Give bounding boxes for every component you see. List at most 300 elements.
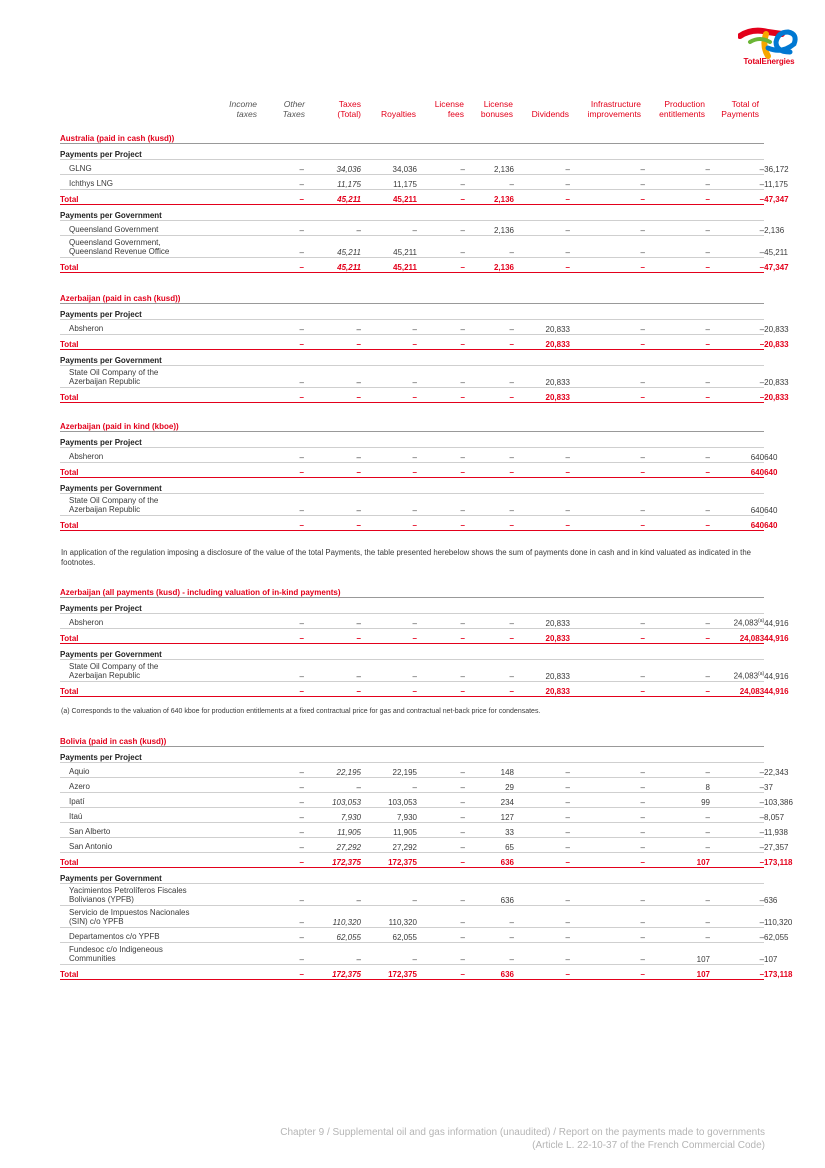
table-row: Queensland Government – – – – 2,136 – – – – 2,136 <box>60 221 764 236</box>
cell-taxes-total: 11,175 <box>361 175 417 190</box>
cell-royalties: – <box>417 221 465 236</box>
cell-license-fees: – <box>465 463 514 478</box>
row-label: San Antonio <box>60 838 197 853</box>
cell-dividends: – <box>570 778 645 793</box>
cell-production-entitlements: 24,083 <box>710 629 764 644</box>
cell-production-entitlements: 24,083$^{(a)}$ <box>710 660 764 682</box>
cell-production-entitlements: – <box>710 928 764 943</box>
cell-production-entitlements: 24,083 <box>710 682 764 697</box>
col-production-entitlements: Production entitlements <box>659 99 705 119</box>
spacer-cell <box>197 763 258 778</box>
row-label: Total <box>60 682 197 697</box>
cell-production-entitlements: – <box>710 221 764 236</box>
cell-royalties: – <box>417 448 465 463</box>
cell-production-entitlements: – <box>710 175 764 190</box>
cell-income-taxes: – <box>258 808 304 823</box>
cell-infrastructure-improvements: 107 <box>645 965 710 980</box>
cell-license-bonuses: 20,833 <box>514 682 570 697</box>
cell-royalties: – <box>417 614 465 629</box>
table-title <box>60 288 764 304</box>
col-royalties: Royalties <box>381 109 416 119</box>
cell-royalties: – <box>417 838 465 853</box>
cell-other-taxes: 103,053 <box>304 793 361 808</box>
spacer-cell <box>197 448 258 463</box>
spacer-cell <box>197 335 258 350</box>
cell-taxes-total: – <box>361 629 417 644</box>
total-row: Total – – – – – – – – 640 640 <box>60 516 764 531</box>
total-row: Total – – – – – 20,833 – – 24,083 44,916 <box>60 629 764 644</box>
cell-taxes-total: 34,036 <box>361 160 417 175</box>
cell-license-bonuses: – <box>514 175 570 190</box>
table-title <box>60 416 764 432</box>
table-row: Servicio de Impuestos Nacionales (SIN) c/o YPFB – 110,320 110,320 – – – – – – 110,320 <box>60 906 764 928</box>
cell-dividends: – <box>570 335 645 350</box>
row-label: San Alberto <box>60 823 197 838</box>
total-row: Total – 45,211 45,211 – 2,136 – – – – 47,347 <box>60 258 764 273</box>
cell-dividends: – <box>570 838 645 853</box>
cell-dividends: – <box>570 448 645 463</box>
cell-production-entitlements: – <box>710 823 764 838</box>
cell-dividends: – <box>570 823 645 838</box>
cell-infrastructure-improvements: – <box>645 448 710 463</box>
cell-dividends: – <box>570 943 645 965</box>
total-row: Total – 172,375 172,375 – 636 – – 107 – 173,118 <box>60 853 764 868</box>
cell-license-fees: – <box>465 682 514 697</box>
cell-income-taxes: – <box>258 906 304 928</box>
cell-income-taxes: – <box>258 660 304 682</box>
cell-dividends: – <box>570 494 645 516</box>
cell-license-fees: – <box>465 928 514 943</box>
cell-other-taxes: 11,175 <box>304 175 361 190</box>
cell-income-taxes: – <box>258 190 304 205</box>
cell-license-bonuses: – <box>514 258 570 273</box>
cell-income-taxes: – <box>258 494 304 516</box>
cell-income-taxes: – <box>258 682 304 697</box>
cell-dividends: – <box>570 160 645 175</box>
cell-income-taxes: – <box>258 335 304 350</box>
cell-license-fees: – <box>465 516 514 531</box>
row-label: Total <box>60 463 197 478</box>
cell-dividends: – <box>570 463 645 478</box>
cell-other-taxes: – <box>304 320 361 335</box>
table-row: Ichthys LNG – 11,175 11,175 – – – – – – 11,175 <box>60 175 764 190</box>
cell-royalties: – <box>417 660 465 682</box>
cell-production-entitlements: 24,083$^{(a)}$ <box>710 614 764 629</box>
spacer-cell <box>197 778 258 793</box>
table-row: Absheron – – – – – 20,833 – – – 20,833 <box>60 320 764 335</box>
table-row: Aquio – 22,195 22,195 – 148 – – – – 22,343 <box>60 763 764 778</box>
cell-dividends: – <box>570 320 645 335</box>
row-label: Total <box>60 516 197 531</box>
cell-dividends: – <box>570 516 645 531</box>
cell-taxes-total: – <box>361 884 417 906</box>
spacer-cell <box>197 884 258 906</box>
cell-royalties: – <box>417 320 465 335</box>
row-label: Absheron <box>60 448 197 463</box>
cell-other-taxes: – <box>304 516 361 531</box>
cell-royalties: – <box>417 494 465 516</box>
cell-license-bonuses: – <box>514 793 570 808</box>
row-label: Total <box>60 190 197 205</box>
cell-production-entitlements: – <box>710 388 764 403</box>
cell-income-taxes: – <box>258 823 304 838</box>
row-label: Servicio de Impuestos Nacionales (SIN) c/o YPFB <box>60 906 197 928</box>
cell-production-entitlements: – <box>710 335 764 350</box>
row-label: Total <box>60 335 197 350</box>
row-label: State Oil Company of the Azerbaijan Republic <box>60 660 197 682</box>
spacer-cell <box>197 236 258 258</box>
section-label: Payments per Project <box>60 747 764 763</box>
cell-dividends: – <box>570 884 645 906</box>
cell-royalties: – <box>417 516 465 531</box>
cell-income-taxes: – <box>258 258 304 273</box>
cell-other-taxes: 110,320 <box>304 906 361 928</box>
cell-taxes-total: 22,195 <box>361 763 417 778</box>
footnote-marker: (a) <box>758 671 765 678</box>
table-australia <box>60 128 789 273</box>
spacer-cell <box>197 190 258 205</box>
spacer-cell <box>197 660 258 682</box>
payments-per-project-header <box>60 432 764 448</box>
table-title <box>60 731 764 747</box>
cell-license-fees: – <box>465 660 514 682</box>
spacer-cell <box>197 614 258 629</box>
payments-per-government-header <box>60 205 764 221</box>
cell-license-fees: – <box>465 906 514 928</box>
cell-production-entitlements: – <box>710 838 764 853</box>
table-title-text: Azerbaijan (all payments (kusd) - including valuation of in-kind payments) <box>60 582 764 598</box>
payments-per-government-header <box>60 868 764 884</box>
cell-production-entitlements: – <box>710 853 764 868</box>
cell-taxes-total: – <box>361 388 417 403</box>
section-label: Payments per Government <box>60 868 764 884</box>
spacer-cell <box>197 160 258 175</box>
cell-income-taxes: – <box>258 388 304 403</box>
cell-income-taxes: – <box>258 160 304 175</box>
table-bolivia <box>60 731 793 980</box>
cell-production-entitlements: 640 <box>710 448 764 463</box>
cell-taxes-total: – <box>361 463 417 478</box>
cell-infrastructure-improvements: – <box>645 258 710 273</box>
cell-other-taxes: – <box>304 943 361 965</box>
cell-license-bonuses: 20,833 <box>514 629 570 644</box>
cell-royalties: – <box>417 388 465 403</box>
cell-license-fees: – <box>465 366 514 388</box>
cell-license-fees: 234 <box>465 793 514 808</box>
row-label: Itaú <box>60 808 197 823</box>
cell-production-entitlements: – <box>710 763 764 778</box>
cell-license-bonuses: – <box>514 838 570 853</box>
cell-license-fees: – <box>465 335 514 350</box>
cell-license-fees: – <box>465 448 514 463</box>
cell-dividends: – <box>570 190 645 205</box>
cell-royalties: – <box>417 682 465 697</box>
cell-other-taxes: 62,055 <box>304 928 361 943</box>
cell-infrastructure-improvements: – <box>645 838 710 853</box>
section-label: Payments per Project <box>60 304 764 320</box>
table-row: State Oil Company of the Azerbaijan Republic – – – – – 20,833 – – – 20,833 <box>60 366 764 388</box>
cell-license-fees: 2,136 <box>465 190 514 205</box>
cell-taxes-total: – <box>361 366 417 388</box>
cell-license-fees: – <box>465 320 514 335</box>
payments-per-government-header <box>60 644 764 660</box>
spacer-cell <box>197 516 258 531</box>
spacer-cell <box>197 320 258 335</box>
cell-taxes-total: – <box>361 335 417 350</box>
cell-dividends: – <box>570 928 645 943</box>
row-label: Absheron <box>60 320 197 335</box>
table-title-text: Azerbaijan (paid in cash (kusd)) <box>60 288 764 304</box>
cell-dividends: – <box>570 660 645 682</box>
cell-income-taxes: – <box>258 838 304 853</box>
cell-license-bonuses: – <box>514 853 570 868</box>
cell-taxes-total: 110,320 <box>361 906 417 928</box>
cell-taxes-total: – <box>361 614 417 629</box>
total-row: Total – – – – – 20,833 – – – 20,833 <box>60 335 764 350</box>
cell-taxes-total: – <box>361 682 417 697</box>
cell-production-entitlements: – <box>710 793 764 808</box>
cell-other-taxes: 172,375 <box>304 853 361 868</box>
table-row: Absheron – – – – – 20,833 – – 24,083$^{(a)}$ 44,916 <box>60 614 764 629</box>
payments-per-government-header <box>60 350 764 366</box>
row-label: Total <box>60 853 197 868</box>
cell-other-taxes: – <box>304 494 361 516</box>
row-label: Fundesoc c/o Indigeneous Communities <box>60 943 197 965</box>
cell-license-bonuses: – <box>514 823 570 838</box>
spacer-cell <box>197 388 258 403</box>
cell-other-taxes: – <box>304 221 361 236</box>
cell-dividends: – <box>570 808 645 823</box>
cell-dividends: – <box>570 366 645 388</box>
row-label: Queensland Government <box>60 221 197 236</box>
cell-infrastructure-improvements: 107 <box>645 853 710 868</box>
table-azerbaijan-kind <box>60 416 778 531</box>
cell-royalties: – <box>417 763 465 778</box>
cell-other-taxes: – <box>304 463 361 478</box>
cell-dividends: – <box>570 175 645 190</box>
spacer-cell <box>197 793 258 808</box>
cell-royalties: – <box>417 823 465 838</box>
cell-royalties: – <box>417 906 465 928</box>
cell-other-taxes: 45,211 <box>304 190 361 205</box>
cell-production-entitlements: – <box>710 965 764 980</box>
total-row: Total – – – – – 20,833 – – 24,083 44,916 <box>60 682 764 697</box>
cell-dividends: – <box>570 258 645 273</box>
col-income-taxes: Income taxes <box>229 99 257 119</box>
table-row: San Antonio – 27,292 27,292 – 65 – – – – 27,357 <box>60 838 764 853</box>
cell-income-taxes: – <box>258 629 304 644</box>
table-row: Departamentos c/o YPFB – 62,055 62,055 – – – – – – 62,055 <box>60 928 764 943</box>
section-label: Payments per Government <box>60 644 764 660</box>
cell-infrastructure-improvements: – <box>645 366 710 388</box>
section-label: Payments per Government <box>60 350 764 366</box>
row-label: Total <box>60 965 197 980</box>
cell-other-taxes: 45,211 <box>304 236 361 258</box>
row-label: Departamentos c/o YPFB <box>60 928 197 943</box>
cell-income-taxes: – <box>258 778 304 793</box>
cell-production-entitlements: – <box>710 366 764 388</box>
cell-infrastructure-improvements: 99 <box>645 793 710 808</box>
cell-taxes-total: 45,211 <box>361 190 417 205</box>
payments-per-project-header <box>60 144 764 160</box>
cell-infrastructure-improvements: – <box>645 320 710 335</box>
spacer-cell <box>197 629 258 644</box>
cell-income-taxes: – <box>258 614 304 629</box>
cell-royalties: – <box>417 190 465 205</box>
cell-license-fees: 2,136 <box>465 258 514 273</box>
cell-taxes-total: – <box>361 320 417 335</box>
cell-dividends: – <box>570 965 645 980</box>
cell-license-bonuses: – <box>514 221 570 236</box>
cell-royalties: – <box>417 463 465 478</box>
cell-income-taxes: – <box>258 448 304 463</box>
cell-license-fees: 127 <box>465 808 514 823</box>
spacer-cell <box>197 838 258 853</box>
table-row: Absheron – – – – – – – – 640 640 <box>60 448 764 463</box>
spacer-cell <box>197 853 258 868</box>
total-row: Total – – – – – – – – 640 640 <box>60 463 764 478</box>
cell-royalties: – <box>417 629 465 644</box>
cell-other-taxes: – <box>304 682 361 697</box>
cell-production-entitlements: – <box>710 190 764 205</box>
cell-taxes-total: 172,375 <box>361 965 417 980</box>
cell-production-entitlements: – <box>710 320 764 335</box>
cell-license-bonuses: 20,833 <box>514 320 570 335</box>
cell-royalties: – <box>417 366 465 388</box>
cell-other-taxes: – <box>304 778 361 793</box>
cell-production-entitlements: – <box>710 943 764 965</box>
disclosure-paragraph: In application of the regulation imposing a disclosure of the value of the total Payments, the table presented herebelow shows the sum of payments done in cash and in kind valuated as indicated in the footnotes. <box>61 548 752 567</box>
cell-production-entitlements: – <box>710 236 764 258</box>
cell-license-fees: 33 <box>465 823 514 838</box>
spacer-cell <box>197 463 258 478</box>
cell-taxes-total: – <box>361 943 417 965</box>
cell-license-bonuses: – <box>514 808 570 823</box>
cell-taxes-total: 7,930 <box>361 808 417 823</box>
cell-infrastructure-improvements: – <box>645 614 710 629</box>
cell-license-bonuses: 20,833 <box>514 614 570 629</box>
cell-income-taxes: – <box>258 516 304 531</box>
cell-royalties: – <box>417 258 465 273</box>
cell-license-bonuses: – <box>514 463 570 478</box>
cell-infrastructure-improvements: – <box>645 236 710 258</box>
cell-license-bonuses: 20,833 <box>514 366 570 388</box>
cell-other-taxes: – <box>304 614 361 629</box>
cell-taxes-total: – <box>361 516 417 531</box>
cell-production-entitlements: – <box>710 906 764 928</box>
cell-other-taxes: – <box>304 366 361 388</box>
col-license-bonuses: License bonuses <box>480 99 513 119</box>
cell-infrastructure-improvements: – <box>645 823 710 838</box>
cell-other-taxes: – <box>304 448 361 463</box>
cell-royalties: – <box>417 808 465 823</box>
col-license-fees: License fees <box>434 99 464 119</box>
spacer-cell <box>197 175 258 190</box>
cell-infrastructure-improvements: – <box>645 808 710 823</box>
cell-other-taxes: – <box>304 660 361 682</box>
cell-other-taxes: 45,211 <box>304 258 361 273</box>
cell-royalties: – <box>417 236 465 258</box>
cell-license-fees: – <box>465 175 514 190</box>
cell-income-taxes: – <box>258 943 304 965</box>
cell-infrastructure-improvements: – <box>645 221 710 236</box>
table-row: Fundesoc c/o Indigeneous Communities – – – – – – – 107 – 107 <box>60 943 764 965</box>
cell-license-fees: – <box>465 614 514 629</box>
cell-royalties: – <box>417 175 465 190</box>
cell-dividends: – <box>570 221 645 236</box>
cell-infrastructure-improvements: – <box>645 190 710 205</box>
cell-license-bonuses: – <box>514 943 570 965</box>
cell-income-taxes: – <box>258 763 304 778</box>
cell-license-fees: – <box>465 943 514 965</box>
spacer-cell <box>197 965 258 980</box>
spacer-cell <box>197 258 258 273</box>
cell-taxes-total: 45,211 <box>361 258 417 273</box>
cell-license-bonuses: – <box>514 906 570 928</box>
cell-royalties: – <box>417 928 465 943</box>
cell-other-taxes: – <box>304 629 361 644</box>
footnote-a: (a) Corresponds to the valuation of 640 kboe for production entitlements at a fixed contractual price for gas and contractual net-back price for condensates. <box>61 708 541 715</box>
cell-production-entitlements: – <box>710 884 764 906</box>
brand-name: TotalEnergies <box>743 57 795 66</box>
cell-other-taxes: – <box>304 884 361 906</box>
cell-license-fees: 2,136 <box>465 221 514 236</box>
row-label: Queensland Government, Queensland Revenue Office <box>60 236 197 258</box>
cell-other-taxes: 7,930 <box>304 808 361 823</box>
table-row: Azero – – – – 29 – – 8 – 37 <box>60 778 764 793</box>
cell-license-fees: 636 <box>465 853 514 868</box>
spacer-cell <box>197 221 258 236</box>
cell-infrastructure-improvements: – <box>645 160 710 175</box>
section-label: Payments per Project <box>60 598 764 614</box>
cell-production-entitlements: – <box>710 808 764 823</box>
cell-dividends: – <box>570 906 645 928</box>
section-label: Payments per Project <box>60 432 764 448</box>
cell-taxes-total: 172,375 <box>361 853 417 868</box>
spacer-cell <box>197 906 258 928</box>
col-dividends: Dividends <box>531 109 569 119</box>
cell-taxes-total: – <box>361 494 417 516</box>
row-label: Ipatí <box>60 793 197 808</box>
cell-license-bonuses: – <box>514 236 570 258</box>
cell-license-bonuses: 20,833 <box>514 660 570 682</box>
cell-license-bonuses: – <box>514 928 570 943</box>
cell-license-fees: 2,136 <box>465 160 514 175</box>
table-row: Queensland Government, Queensland Revenue Office – 45,211 45,211 – – – – – – 45,211 <box>60 236 764 258</box>
cell-taxes-total: – <box>361 660 417 682</box>
table-row: State Oil Company of the Azerbaijan Republic – – – – – 20,833 – – 24,083$^{(a)}$ 44,916 <box>60 660 764 682</box>
table-row: San Alberto – 11,905 11,905 – 33 – – – – 11,938 <box>60 823 764 838</box>
cell-infrastructure-improvements: – <box>645 763 710 778</box>
cell-license-bonuses: – <box>514 884 570 906</box>
spacer-cell <box>197 943 258 965</box>
cell-license-fees: – <box>465 629 514 644</box>
cell-infrastructure-improvements: – <box>645 629 710 644</box>
payments-per-project-header <box>60 747 764 763</box>
cell-income-taxes: – <box>258 236 304 258</box>
table-title-text: Australia (paid in cash (kusd)) <box>60 128 764 144</box>
cell-infrastructure-improvements: – <box>645 682 710 697</box>
cell-infrastructure-improvements: – <box>645 463 710 478</box>
cell-royalties: – <box>417 793 465 808</box>
spacer-cell <box>197 808 258 823</box>
row-label: State Oil Company of the Azerbaijan Republic <box>60 494 197 516</box>
cell-income-taxes: – <box>258 221 304 236</box>
cell-license-bonuses: – <box>514 190 570 205</box>
cell-other-taxes: 22,195 <box>304 763 361 778</box>
row-label: GLNG <box>60 160 197 175</box>
row-label: Total <box>60 258 197 273</box>
